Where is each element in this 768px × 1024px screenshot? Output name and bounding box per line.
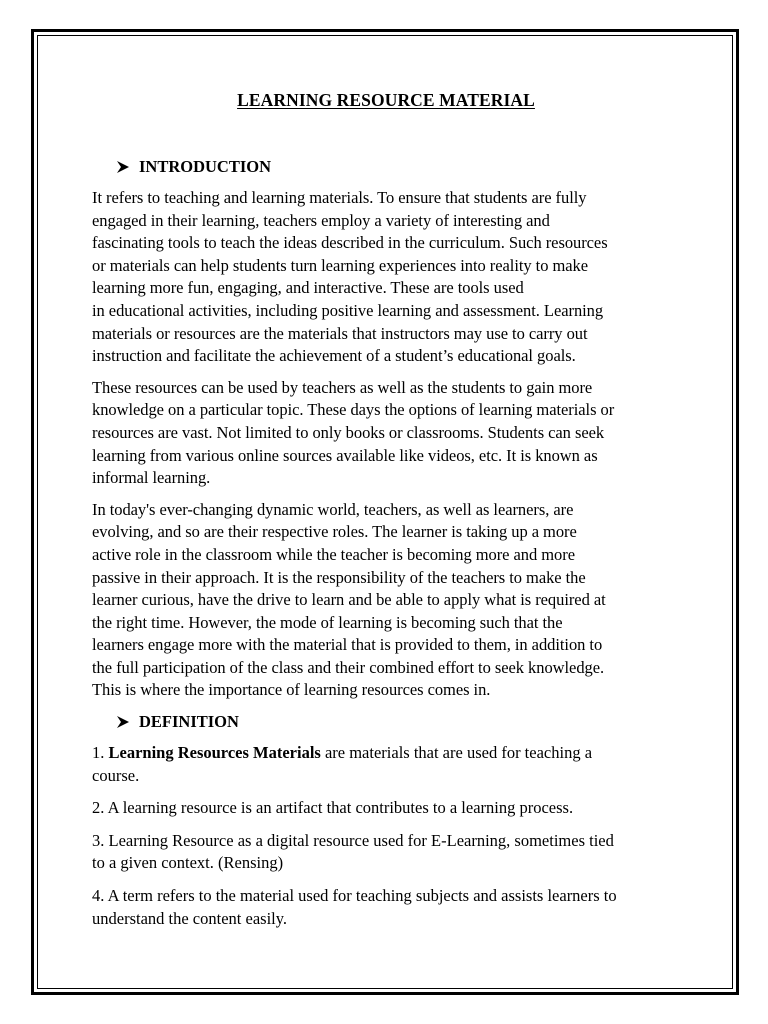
definition-heading-text: DEFINITION [139, 712, 239, 732]
definition-item-2 [92, 797, 680, 820]
section-heading-definition [116, 711, 680, 733]
text-line: to a given context. (Rensing) [92, 853, 284, 873]
text-line: active role in the classroom while the teacher is becoming more and more [92, 544, 575, 564]
text-line: or materials can help students turn learning experiences into reality to make [92, 255, 589, 275]
text-line: 4. A term refers to the material used for teaching subjects and assists learners to [92, 886, 617, 906]
text-line: passive in their approach. It is the responsibility of the teachers to make the [92, 567, 586, 587]
definition-text: are materials that are used for teaching a [320, 743, 593, 763]
section-heading-introduction [116, 156, 680, 178]
text-line: These resources can be used by teachers as well as the students to gain more [92, 377, 593, 397]
text-line: learners engage more with the material that is provided to them, in addition to [92, 635, 603, 655]
intro-paragraph-3 [92, 499, 680, 702]
text-line: informal learning. [92, 468, 211, 488]
text-line: materials or resources are the materials that instructors may use to carry out [92, 323, 588, 343]
text-line: instruction and facilitate the achievement of a student’s educational goals. [92, 346, 576, 366]
text-line: learning more fun, engaging, and interactive. These are tools used [92, 278, 524, 298]
text-line [92, 742, 680, 765]
text-line: the right time. However, the mode of learning is becoming such that the [92, 612, 563, 632]
text-line: engaged in their learning, teachers employ a variety of interesting and [92, 210, 550, 230]
text-line: the full participation of the class and their combined effort to seek knowledge. [92, 657, 605, 677]
definition-number: 1. [92, 743, 109, 763]
text-line: resources are vast. Not limited to only books or classrooms. Students can seek [92, 422, 605, 442]
text-line: evolving, and so are their respective roles. The learner is taking up a more [92, 522, 577, 542]
text-line: This is where the importance of learning resources comes in. [92, 680, 491, 700]
text-line: fascinating tools to teach the ideas described in the curriculum. Such resources [92, 233, 608, 253]
text-line: knowledge on a particular topic. These days the options of learning materials or [92, 400, 615, 420]
intro-paragraph-1 [92, 187, 680, 368]
text-line: in educational activities, including positive learning and assessment. Learning [92, 300, 604, 320]
definition-item-1 [92, 742, 680, 787]
text-line: 2. A learning resource is an artifact that contributes to a learning process. [92, 798, 574, 818]
arrowhead-bullet-icon [116, 160, 130, 174]
text-line: understand the content easily. [92, 908, 288, 928]
text-line: course. [92, 765, 140, 785]
introduction-heading-text: INTRODUCTION [139, 157, 272, 176]
definition-bold-term: Learning Resources Materials [108, 743, 321, 763]
text-line: It refers to teaching and learning materials. To ensure that students are fully [92, 188, 587, 207]
arrowhead-bullet-icon [116, 715, 130, 729]
text-line: 3. Learning Resource as a digital resource used for E-Learning, sometimes tied [92, 830, 614, 850]
definition-item-3 [92, 830, 680, 875]
page-title: LEARNING RESOURCE MATERIAL [237, 90, 535, 110]
definition-item-4 [92, 885, 680, 930]
intro-paragraph-2 [92, 377, 680, 490]
document-content [92, 88, 680, 940]
text-line: In today's ever-changing dynamic world, teachers, as well as learners, are [92, 499, 574, 519]
text-line: learning from various online sources available like videos, etc. It is known as [92, 445, 598, 465]
text-line: learner curious, have the drive to learn and be able to apply what is required at [92, 590, 606, 610]
